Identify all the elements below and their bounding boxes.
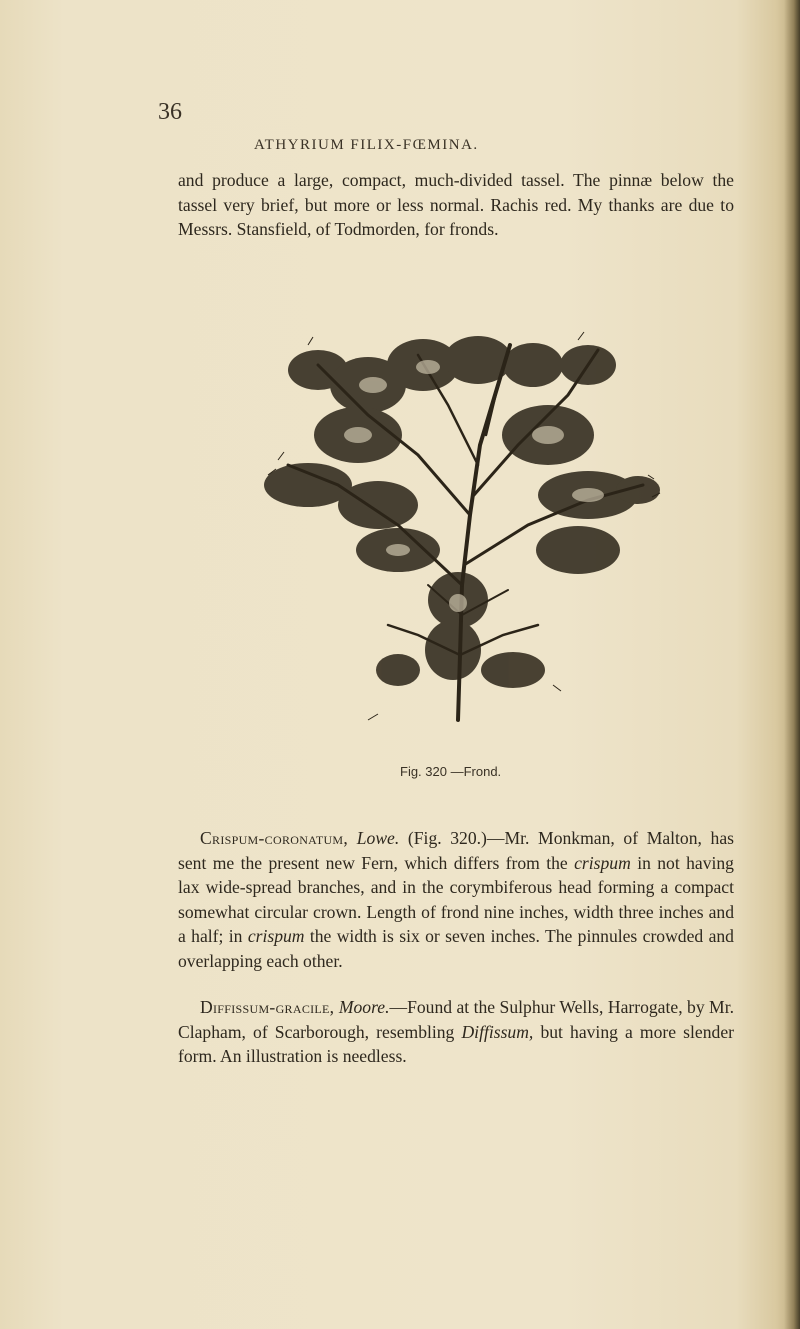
fern-frond-illustration bbox=[248, 325, 668, 735]
paragraph-crispum-coronatum bbox=[178, 826, 734, 974]
page-number: 36 bbox=[158, 99, 182, 125]
author-name: Moore. bbox=[338, 997, 390, 1017]
paragraph-text: but having a more slender form. An illustration is needless. bbox=[178, 1021, 734, 1067]
paragraph-intro: and produce a large, compact, much-divided tassel. The pinnæ below the tassel very brief, but more or less normal. Rachis red. My thanks are due to Messrs. Stansfield, of Todmorden, for fronds. bbox=[178, 170, 734, 240]
paragraph-diffissum-gracile bbox=[178, 995, 734, 1069]
paragraph-text: —Found at the Sulphur Wells, Harrogate, by Mr. Clapham, of Scarborough, resembling bbox=[178, 997, 734, 1042]
paragraph-text: (Fig. 320.)—Mr. Monkman, of Malton, has sent me the present new Fern, which differs from the bbox=[178, 828, 734, 873]
variety-name: Diffissum-gracile, bbox=[200, 997, 335, 1017]
running-head: ATHYRIUM FILIX-FŒMINA. bbox=[254, 137, 479, 153]
figure-caption: Fig. 320 —Frond. bbox=[400, 764, 502, 779]
variety-name: Crispum-coronatum, bbox=[200, 828, 349, 848]
paragraph-text: in not having lax wide-spread branches, and in the corymbiferous head forming a compact somewhat circular crown. Length of frond nine inches, width three inches and a half; in bbox=[178, 852, 734, 947]
italic-term: crispum bbox=[247, 926, 305, 947]
italic-term: Diffissum, bbox=[461, 1021, 534, 1042]
italic-term: crispum bbox=[574, 852, 631, 873]
author-name: Lowe. bbox=[356, 828, 400, 848]
page-gutter-shadow bbox=[784, 0, 800, 1329]
paragraph-text: the width is six or seven inches. The pinnules crowded and overlapping each other. bbox=[178, 926, 734, 971]
